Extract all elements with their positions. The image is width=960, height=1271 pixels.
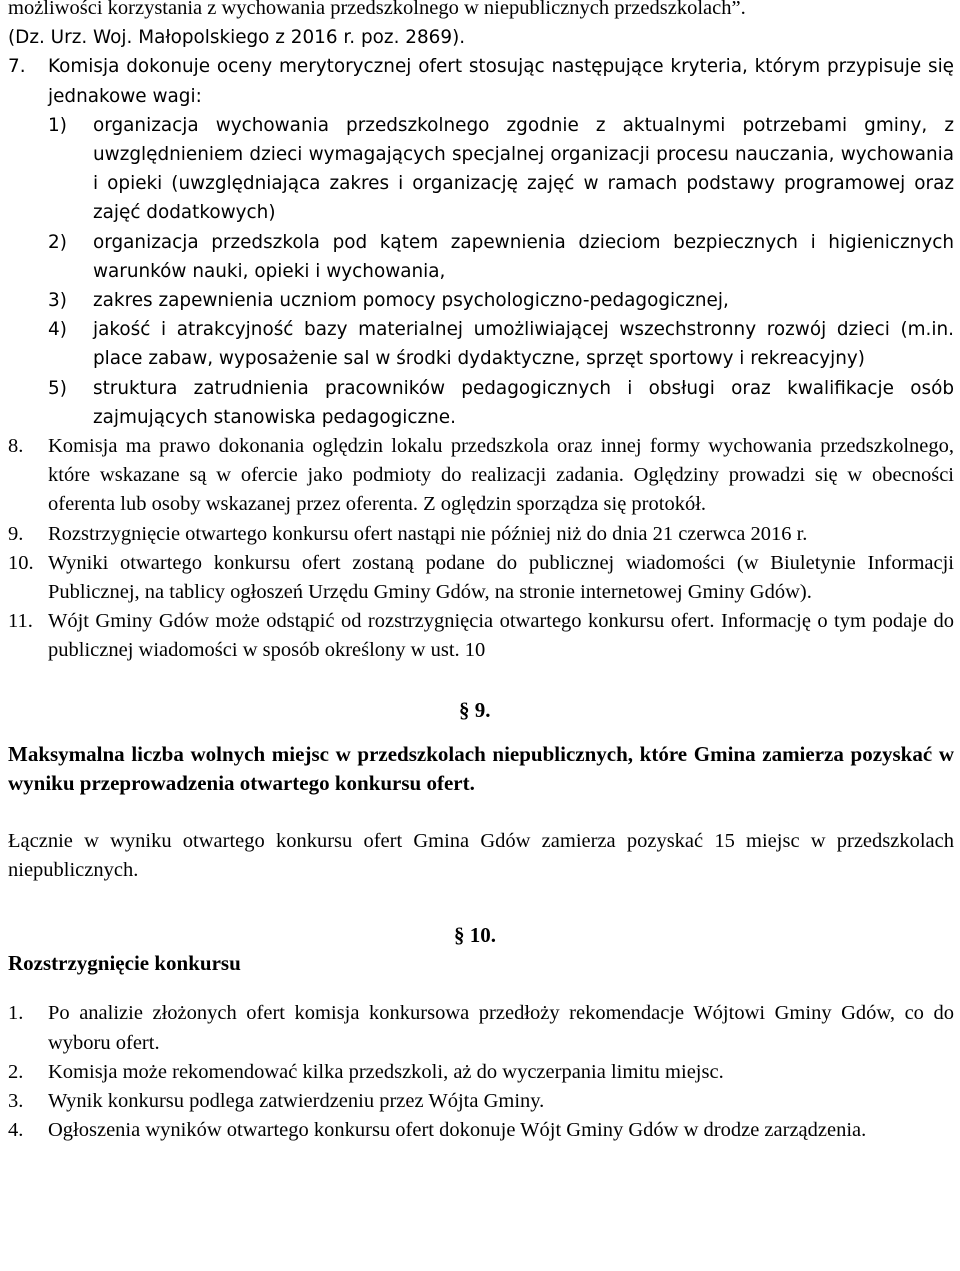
criterion-text: struktura zatrudnienia pracowników pedagogicznych i obsługi oraz kwalifikacje osób zajmujących stanowiska pedagogiczne. [93,377,954,428]
criterion-number: 4) [48,319,67,341]
section-10-item-2 [0,1058,960,1087]
point-text: Wójt Gminy Gdów może odstąpić od rozstrzygnięcia otwartego konkursu ofert. Informację o tym podaje do publicznej wiadomości w sposób określony w ust. 10 [48,610,954,662]
section-10-mark: § 10. [454,923,496,948]
criterion-text: organizacja wychowania przedszkolnego zgodnie z aktualnymi potrzebami gminy, z uwzględnieniem dzieci wymagających specjalnej organizacji procesu nauczania, wychowania i opieki (uwzględniająca zakres i organizację zajęć w ramach podstawy programowej oraz zajęć dodatkowych) [93,114,954,224]
point-text: Rozstrzygnięcie otwartego konkursu ofert nastąpi nie później niż do dnia 21 czerwca 2016 r. [48,522,808,545]
item-number: 2. [8,1060,24,1083]
section-9-mark: § 9. [459,697,491,722]
item-number: 4. [8,1119,24,1142]
criterion-text: organizacja przedszkola pod kątem zapewnienia dzieciom bezpiecznych i higienicznych warunków nauki, opieki i wychowania, [93,231,954,282]
continuation-line-2: (Dz. Urz. Woj. Małopolskiego z 2016 r. poz. 2869). [8,27,466,49]
point-7 [0,52,960,110]
point-text: Komisja ma prawo dokonania oględzin lokalu przedszkola oraz innej formy wychowania przedszkolnego, które wskazane są w ofercie jako podmioty do realizacji zadania. Oględziny prowadzi się w obecności oferenta lub osoby wskazanej przez oferenta. Z oględzin sporządza się protokół. [48,435,954,516]
section-9-heading: Maksymalna liczba wolnych miejsc w przedszkolach niepublicznych, które Gmina zamierza pozyskać w wyniku przeprowadzenia otwartego konkursu ofert. [8,741,954,795]
continuation-line-1: możliwości korzystania z wychowania przedszkolnego w niepublicznych przedszkolach”. [8,0,746,19]
spacer [0,798,960,827]
item-text: Wynik konkursu podlega zatwierdzeniu przez Wójta Gminy. [48,1090,545,1113]
point-number: 11. [8,610,33,633]
section-10-header-row [0,885,960,983]
previous-point-continuation [0,0,960,52]
point-number: 7. [8,56,26,78]
point-10 [0,549,960,607]
criterion-number: 3) [48,290,67,312]
point-11 [0,607,960,665]
section-10-item-4 [0,1116,960,1145]
section-10-item-1 [0,999,960,1057]
item-text: Po analizie złożonych ofert komisja konkursowa przedłoży rekomendacje Wójtowi Gminy Gdów, co do wyboru ofert. [48,1002,954,1054]
criterion-text: zakres zapewnienia uczniom pomocy psychologiczno-pedagogicznej, [93,290,729,312]
section-10-heading: Rozstrzygnięcie konkursu [8,951,241,976]
section-10-item-3 [0,1087,960,1116]
criterion-number: 2) [48,231,67,253]
point-8 [0,432,960,520]
spacer [0,983,960,999]
section-9-body: Łącznie w wyniku otwartego konkursu ofert Gmina Gdów zamierza pozyskać 15 miejsc w przedszkolach niepublicznych. [8,830,954,882]
point-number: 10. [8,551,34,574]
point-text: Wyniki otwartego konkursu ofert zostaną podane do publicznej wiadomości (w Biuletynie Informacji Publicznej, na tablicy ogłoszeń Urzędu Gminy Gdów, na stronie internetowej Gminy Gdów). [48,551,954,604]
criterion-4 [0,315,960,373]
criterion-text: jakość i atrakcyjność bazy materialnej umożliwiającej wszechstronny rozwój dzieci (m.in. place zabaw, wyposażenie sal w środki dydaktyczne, sprzęt sportowy i rekreacyjny) [93,319,954,370]
point-number: 9. [8,522,24,545]
criterion-3 [0,286,960,315]
criterion-number: 1) [48,114,67,136]
point-number: 8. [8,435,24,458]
item-text: Komisja może rekomendować kilka przedszkoli, aż do wyczerpania limitu miejsc. [48,1060,724,1083]
point-text: Komisja dokonuje oceny merytorycznej ofert stosując następujące kryteria, którym przypisuje się jednakowe wagi: [48,56,954,107]
section-9-mark-row [0,666,960,740]
criterion-number: 5) [48,377,67,399]
item-number: 1. [8,1002,24,1025]
criterion-1 [0,111,960,228]
criterion-5 [0,374,960,432]
item-text: Ogłoszenia wyników otwartego konkursu ofert dokonuje Wójt Gminy Gdów w drodze zarządzenia. [48,1119,867,1142]
item-number: 3. [8,1090,24,1113]
criterion-2 [0,228,960,286]
point-9 [0,520,960,549]
